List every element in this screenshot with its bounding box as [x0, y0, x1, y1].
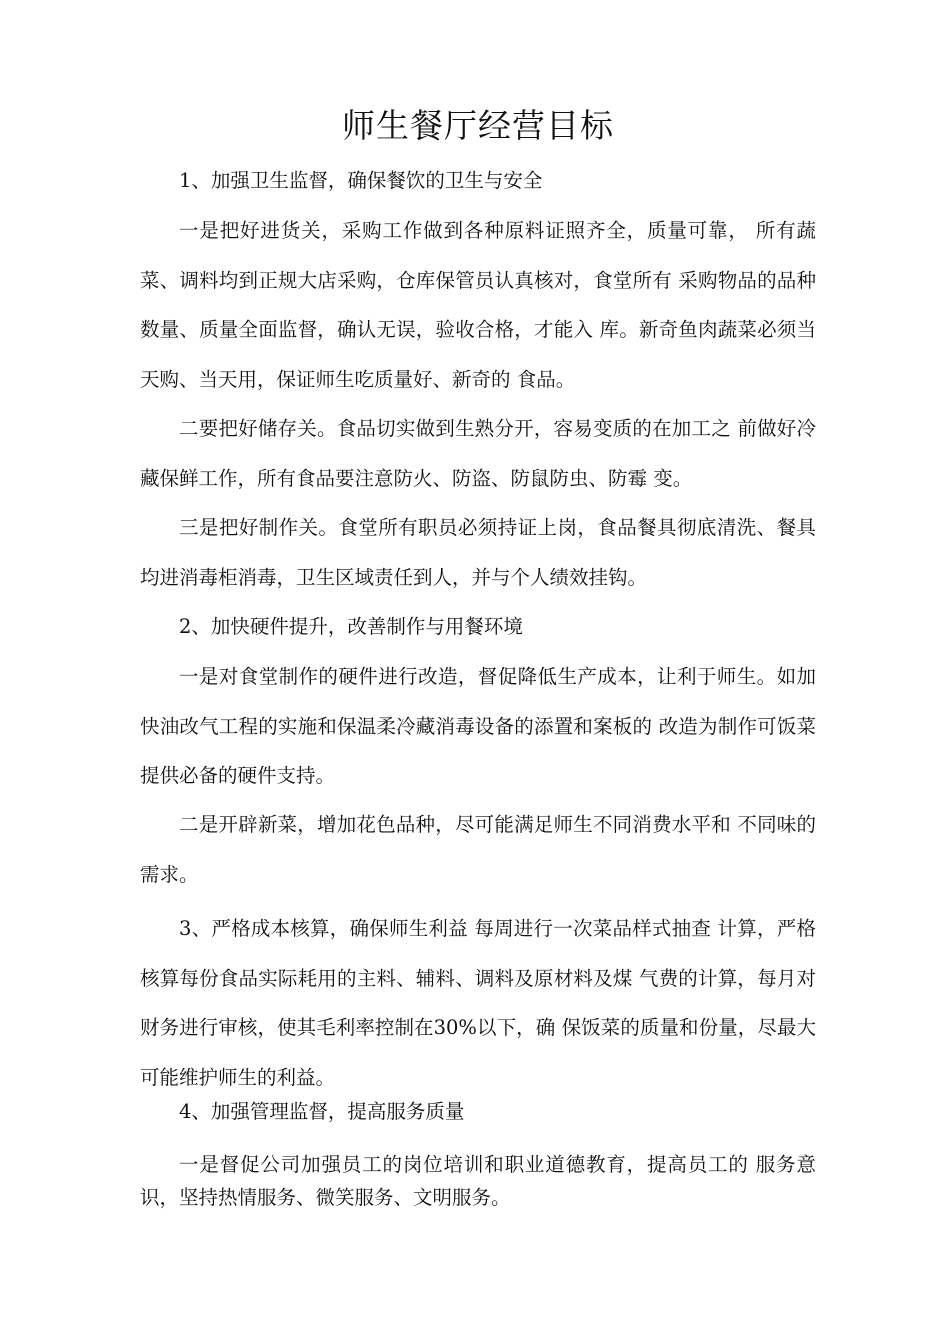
paragraph-service: 一是督促公司加强员工的岗位培训和职业道德教育，提高员工的 服务意识，坚持热情服务、微笑服务、文明服务。	[140, 1153, 816, 1209]
section-heading-2: 2、加快硬件提升，改善制作与用餐环境	[179, 615, 523, 638]
paragraph-hardware: 一是对食堂制作的硬件进行改造，督促降低生产成本，让利于师生。如加快油改气工程的实施和保温柔冷藏消毒设备的添置和案板的 改造为制作可饭菜提供必备的硬件支持。	[140, 665, 816, 787]
section-heading-1: 1、加强卫生监督，确保餐饮的卫生与安全	[179, 169, 543, 192]
paragraph-cost-accounting: 3、严格成本核算，确保师生利益 每周进行一次菜品样式抽查 计算，严格核算每份食品实际耗用的主料、辅料、调料及原材料及煤 气费的计算，每月对财务进行审核，使其毛利率控制在30%以下，确 保饭菜的质量和份量，尽最大可能维护师生的利益。	[140, 917, 816, 1089]
section-heading-4: 4、加强管理监督，提高服务质量	[179, 1100, 465, 1123]
paragraph-new-dishes: 二是开辟新菜，增加花色品种，尽可能满足师生不同消费水平和 不同味的需求。	[140, 813, 816, 886]
document-title: 师生餐厅经营目标	[342, 106, 614, 145]
paragraph-production: 三是把好制作关。食堂所有职员必须持证上岗，食品餐具彻底清洗、餐具均进消毒柜消毒，卫生区域责任到人，并与个人绩效挂钩。	[140, 516, 816, 589]
document-page	[140, 0, 816, 1344]
paragraph-storage: 二要把好储存关。食品切实做到生熟分开，容易变质的在加工之 前做好冷藏保鲜工作，所有食品要注意防火、防盗、防鼠防虫、防霉 变。	[140, 417, 816, 490]
paragraph-purchasing: 一是把好进货关，采购工作做到各种原料证照齐全，质量可靠， 所有蔬菜、调料均到正规大店采购，仓库保管员认真核对，食堂所有 采购物品的品种数量、质量全面监督，确认无误，验收合格，才能入 库。新奇鱼肉蔬菜必须当天购、当天用，保证师生吃质量好、新奇的 食品。	[140, 219, 816, 391]
